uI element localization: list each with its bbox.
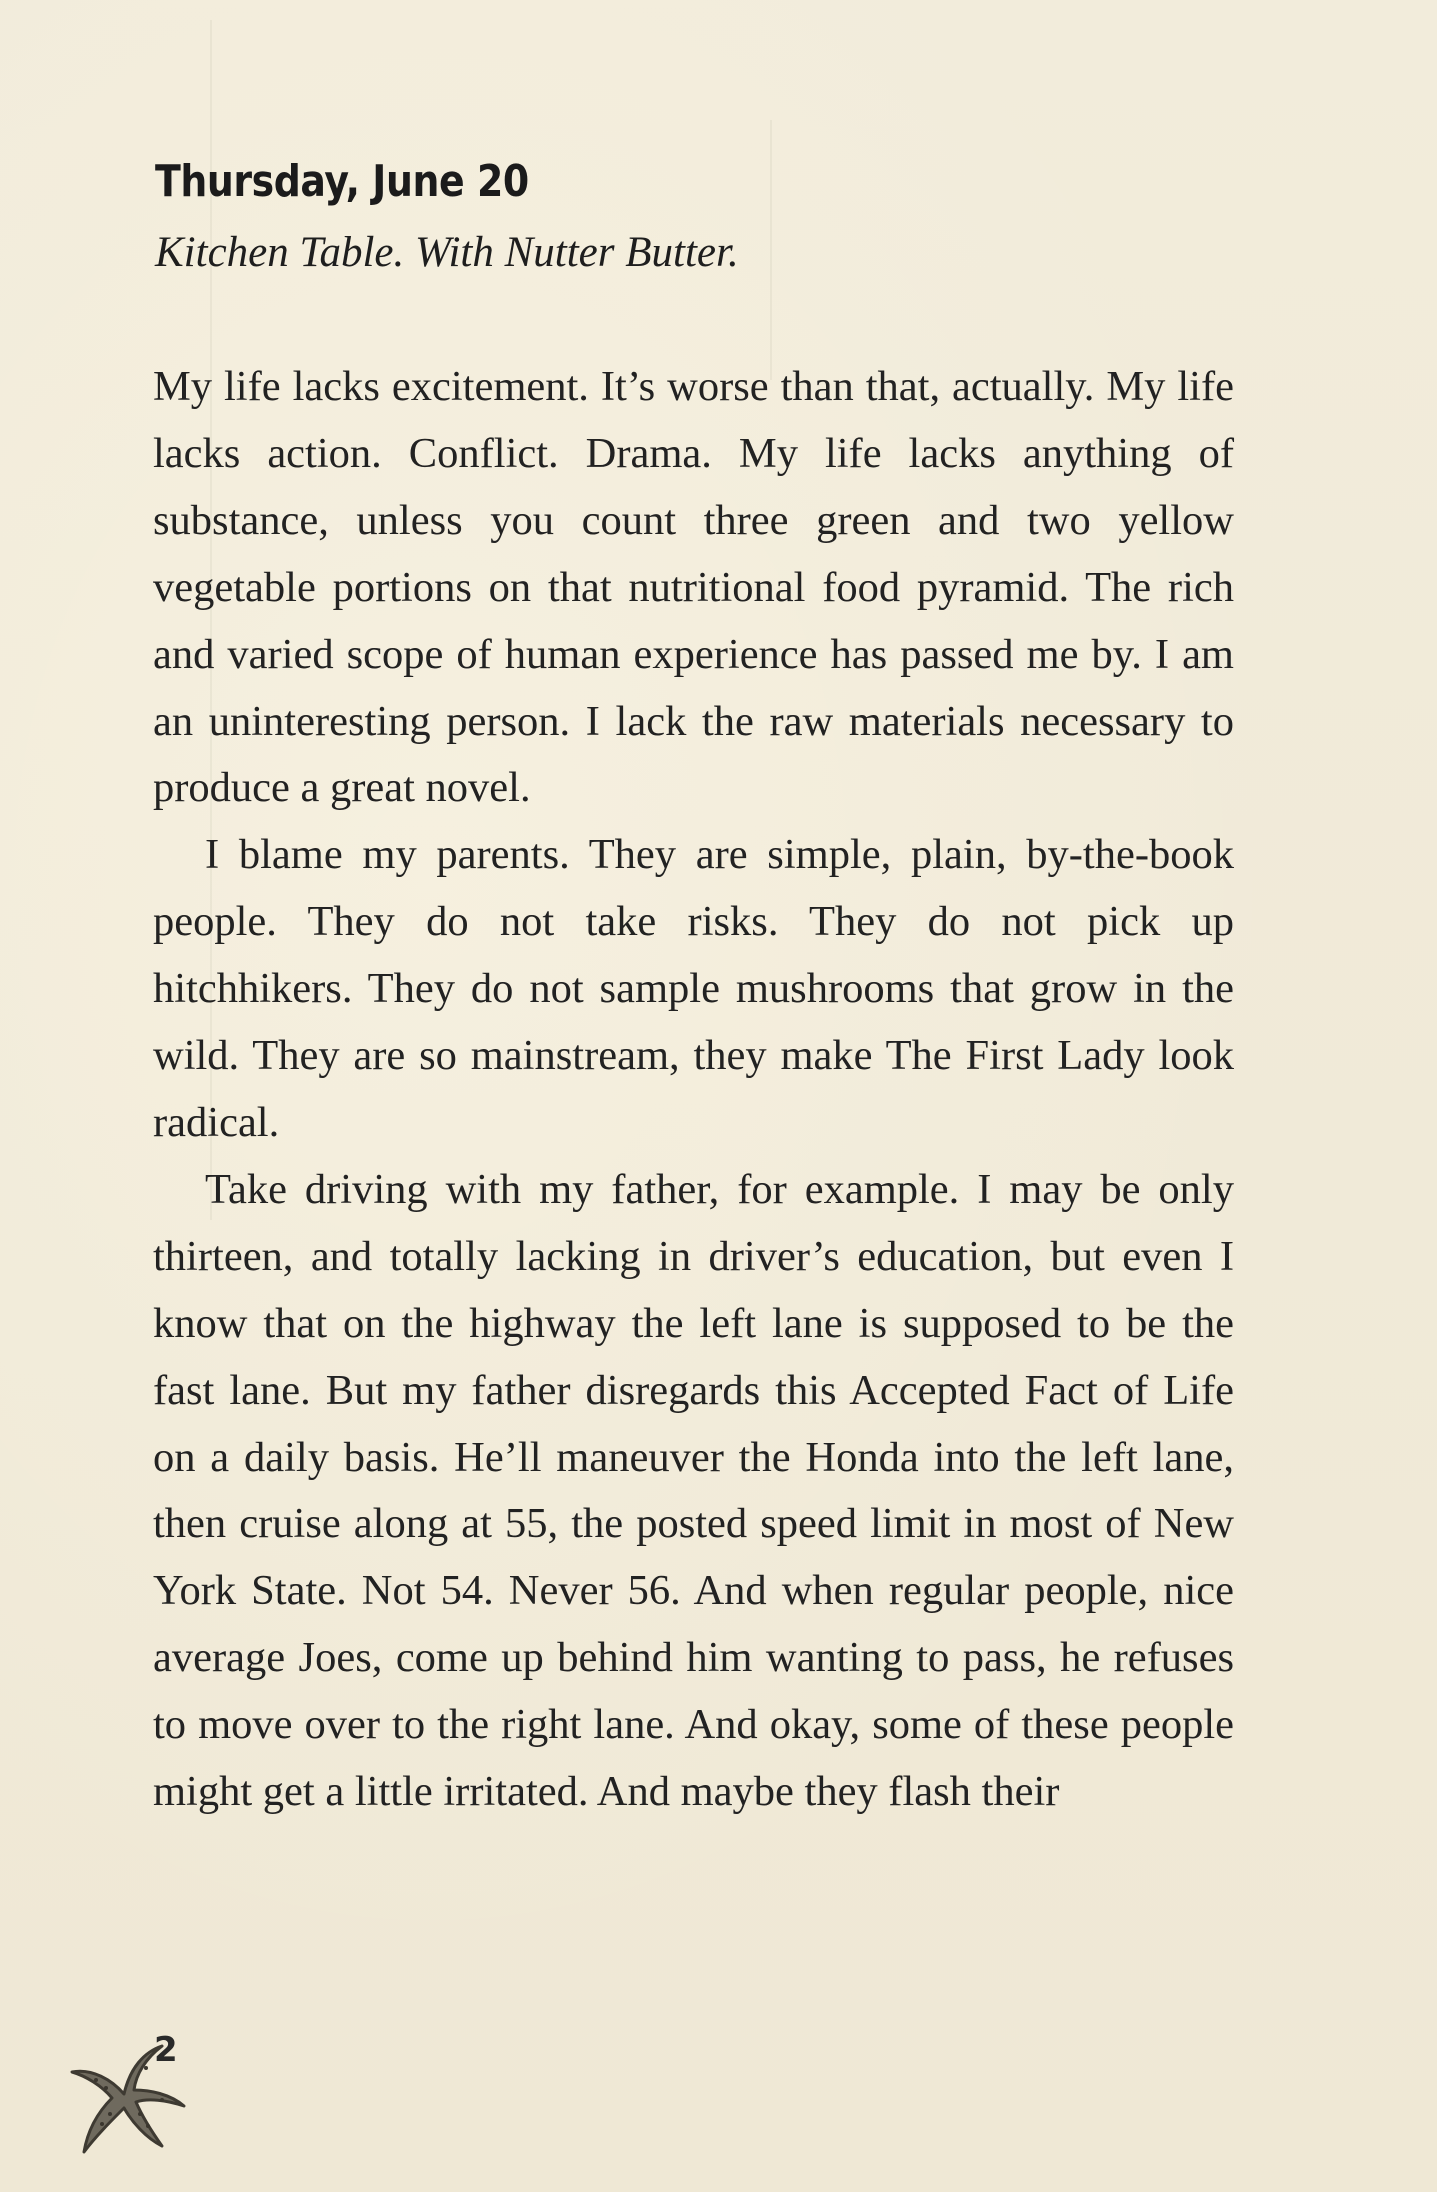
paragraph: My life lacks excitement. It’s worse than that, actually. My life lacks action. Conflict. Drama. My life lacks anything of substance, unless you count three green and two yellow vegetable portions on that nutritional food pyramid. The rich and varied scope of human experience has passed me by. I am an uninteresting person. I lack the raw materials necessary to produce a great novel. — [153, 363, 1234, 812]
body-text — [153, 354, 1234, 1826]
entry-date: Thursday, June 20 — [155, 156, 529, 207]
paragraph: I blame my parents. They are simple, plain, by-the-book people. They do not take risks. They do not pick up hitchhikers. They do not sample mushrooms that grow in the wild. They are so mainstream, they make The First Lady look radical. — [153, 831, 1234, 1146]
entry-location: Kitchen Table. With Nutter Butter. — [155, 229, 739, 276]
paragraph: Take driving with my father, for example. I may be only thirteen, and totally lacking in driver’s education, but even I know that on the highway the left lane is supposed to be the fast lane. But my father disregards this Accepted Fact of Life on a daily basis. He’ll maneuver the Honda into the left lane, then cruise along at 55, the posted speed limit in most of New York State. Not 54. Never 56. And when regular people, nice average Joes, come up behind him wanting to pass, he refuses to move over to the right lane. And okay, some of these people might get a little irritated. And maybe they flash their — [153, 1165, 1234, 1816]
bleed-through-line — [770, 120, 772, 380]
page-number: 2 — [154, 2030, 178, 2070]
